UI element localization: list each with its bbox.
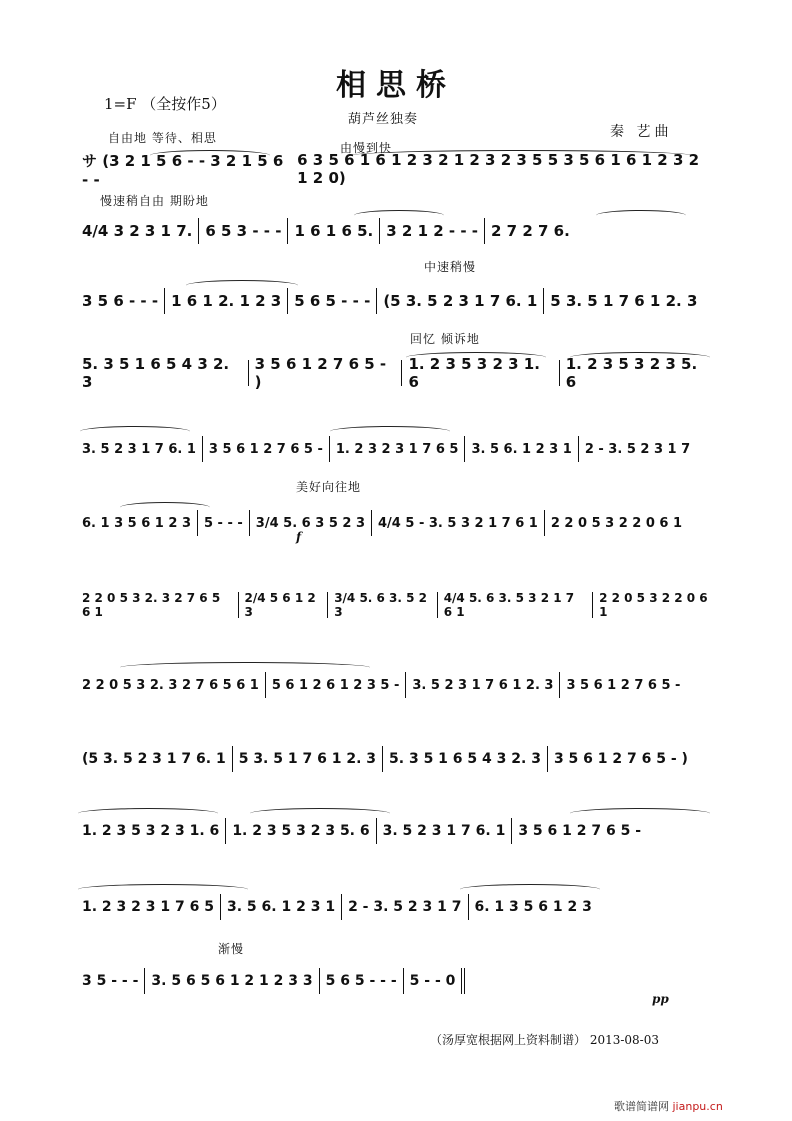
slur-mark	[186, 280, 298, 291]
dynamic-pianissimo: pp	[652, 992, 669, 1006]
measure: 6. 1 3 5 6 1 2 3	[76, 510, 198, 536]
slur-mark	[78, 884, 248, 895]
score-line-9	[76, 744, 716, 774]
score-line-5	[76, 434, 716, 464]
measure: 3. 5 2 3 1 7 6 1 2. 3	[406, 672, 560, 698]
slur-mark	[150, 150, 270, 161]
slur-mark	[120, 502, 210, 513]
score-line-10	[76, 816, 716, 846]
measure: 1. 2 3 5 3 2 3 5. 6	[565, 355, 698, 391]
measure: 6 3 5 6 1 6 1 2 3 2 1 2 3 2 3 5 5 3 5 6 1 6 1 2 3 2 1 2 0)	[297, 151, 700, 187]
score-line-11	[76, 892, 716, 922]
measure: 3. 5 6. 1 2 3 1	[221, 894, 342, 920]
composer: 秦 艺曲	[610, 124, 673, 140]
expression-gradually-slow: 渐慢	[218, 942, 245, 956]
slur-mark	[80, 426, 190, 437]
score-line-7	[76, 590, 716, 620]
measure: 3. 5 2 3 1 7 6. 1	[377, 818, 513, 844]
watermark-domain: jianpu.cn	[672, 1100, 723, 1113]
measure: (5 3. 5 2 3 1 7 6. 1	[377, 288, 544, 314]
measure: 3 5 6 1 2 7 6 5 -	[566, 677, 681, 693]
slur-mark	[120, 662, 370, 673]
slur-mark	[352, 150, 692, 161]
measure: 1. 2 3 2 3 1 7 6 5	[330, 436, 466, 462]
measure: サ (3 2 1 5 6 - - 3 2 1 5 6 - -	[82, 151, 284, 189]
measure: 3 5 6 1 2 7 6 5 -	[518, 823, 642, 839]
slur-mark	[570, 352, 710, 363]
expression-beautiful: 美好向往地	[296, 480, 362, 494]
expression-medium-slow: 中速稍慢	[424, 260, 477, 274]
measure: 2 2 0 5 3 2. 3 2 7 6 5 6 1	[76, 672, 266, 698]
measure: 5 6 1 2 6 1 2 3 5 -	[266, 672, 407, 698]
measure: 3 5 6 1 2 7 6 5 - )	[553, 751, 688, 767]
dynamic-forte: f	[296, 530, 302, 544]
measure: 1. 2 3 2 3 1 7 6 5	[76, 894, 221, 920]
measure: 5 3. 5 1 7 6 1 2. 3	[550, 292, 698, 310]
measure: 3. 5 6. 1 2 3 1	[465, 436, 578, 462]
measure: 2 2 0 5 3 2 2 0 6 1	[550, 515, 683, 531]
measure: 2/4 5 6 1 2 3	[239, 592, 329, 618]
measure: 1. 2 3 5 3 2 3 5. 6	[226, 818, 376, 844]
measure: 1. 2 3 5 3 2 3 1. 6	[76, 818, 226, 844]
watermark	[614, 1098, 723, 1114]
measure: 5 3. 5 1 7 6 1 2. 3	[233, 746, 383, 772]
measure: 1 6 1 2. 1 2 3	[165, 288, 288, 314]
slur-mark	[78, 808, 218, 819]
slur-mark	[406, 352, 546, 363]
slur-mark	[460, 884, 600, 895]
measure: 4/4 5. 6 3. 5 3 2 1 7 6 1	[438, 592, 593, 618]
measure: 5 6 5 - - -	[320, 968, 404, 994]
measure: 3. 5 2 3 1 7 6. 1	[76, 436, 203, 462]
measure: 5 - - -	[198, 510, 250, 536]
slur-mark	[570, 808, 710, 819]
measure: 2 - 3. 5 2 3 1 7	[342, 894, 468, 920]
measure: 6. 1 3 5 6 1 2 3	[474, 899, 592, 915]
measure: 5 - - 0	[404, 968, 466, 994]
score-title: 相思桥	[336, 68, 456, 103]
measure: 5. 3 5 1 6 5 4 3 2. 3	[76, 360, 249, 386]
slur-mark	[354, 210, 444, 221]
measure: 3/4 5. 6 3. 5 2 3	[328, 592, 438, 618]
key-signature: 1=F （全按作5）	[104, 95, 226, 113]
slur-mark	[250, 808, 390, 819]
measure: 2 - 3. 5 2 3 1 7	[584, 441, 691, 457]
measure: 5 6 5 - - -	[288, 288, 377, 314]
score-line-8	[76, 670, 716, 700]
slur-mark	[330, 426, 450, 437]
measure: 3 5 6 - - -	[76, 288, 165, 314]
score-line-12	[76, 966, 716, 996]
measure: 2 2 0 5 3 2. 3 2 7 6 5 6 1	[76, 592, 239, 618]
measure: 2 7 2 7 6.	[491, 222, 570, 240]
measure: 4/4 3 2 3 1 7.	[76, 218, 199, 244]
expression-slow-free: 慢速稍自由 期盼地	[100, 194, 209, 208]
measure: 3 5 - - -	[76, 968, 145, 994]
score-line-3	[76, 286, 716, 316]
measure: 5. 3 5 1 6 5 4 3 2. 3	[383, 746, 548, 772]
measure: 2 2 0 5 3 2 2 0 6 1	[599, 591, 708, 619]
measure: 3 5 6 1 2 7 6 5 - )	[249, 360, 403, 386]
expression-recall: 回忆 倾诉地	[410, 332, 480, 346]
expression-intro: 自由地 等待、相思	[108, 131, 217, 145]
measure: 3. 5 6 5 6 1 2 1 2 3 3	[145, 968, 319, 994]
measure: 3/4 5. 6 3 5 2 3	[250, 510, 372, 536]
measure: 1. 2 3 5 3 2 3 1. 6	[402, 360, 559, 386]
watermark-site-name: 歌谱简谱网	[614, 1100, 673, 1113]
measure: 3 2 1 2 - - -	[380, 218, 485, 244]
score-subtitle: 葫芦丝独奏	[348, 112, 419, 127]
measure: 1 6 1 6 5.	[288, 218, 380, 244]
expression-speed-up: 由慢到快	[340, 141, 393, 155]
measure: 6 5 3 - - -	[199, 218, 288, 244]
measure: 3 5 6 1 2 7 6 5 -	[203, 436, 330, 462]
slur-mark	[596, 210, 686, 221]
measure: (5 3. 5 2 3 1 7 6. 1	[76, 746, 233, 772]
score-credit: （汤厚宽根据网上资料制谱） 2013-08-03	[430, 1033, 660, 1047]
measure: 4/4 5 - 3. 5 3 2 1 7 6 1	[372, 510, 545, 536]
